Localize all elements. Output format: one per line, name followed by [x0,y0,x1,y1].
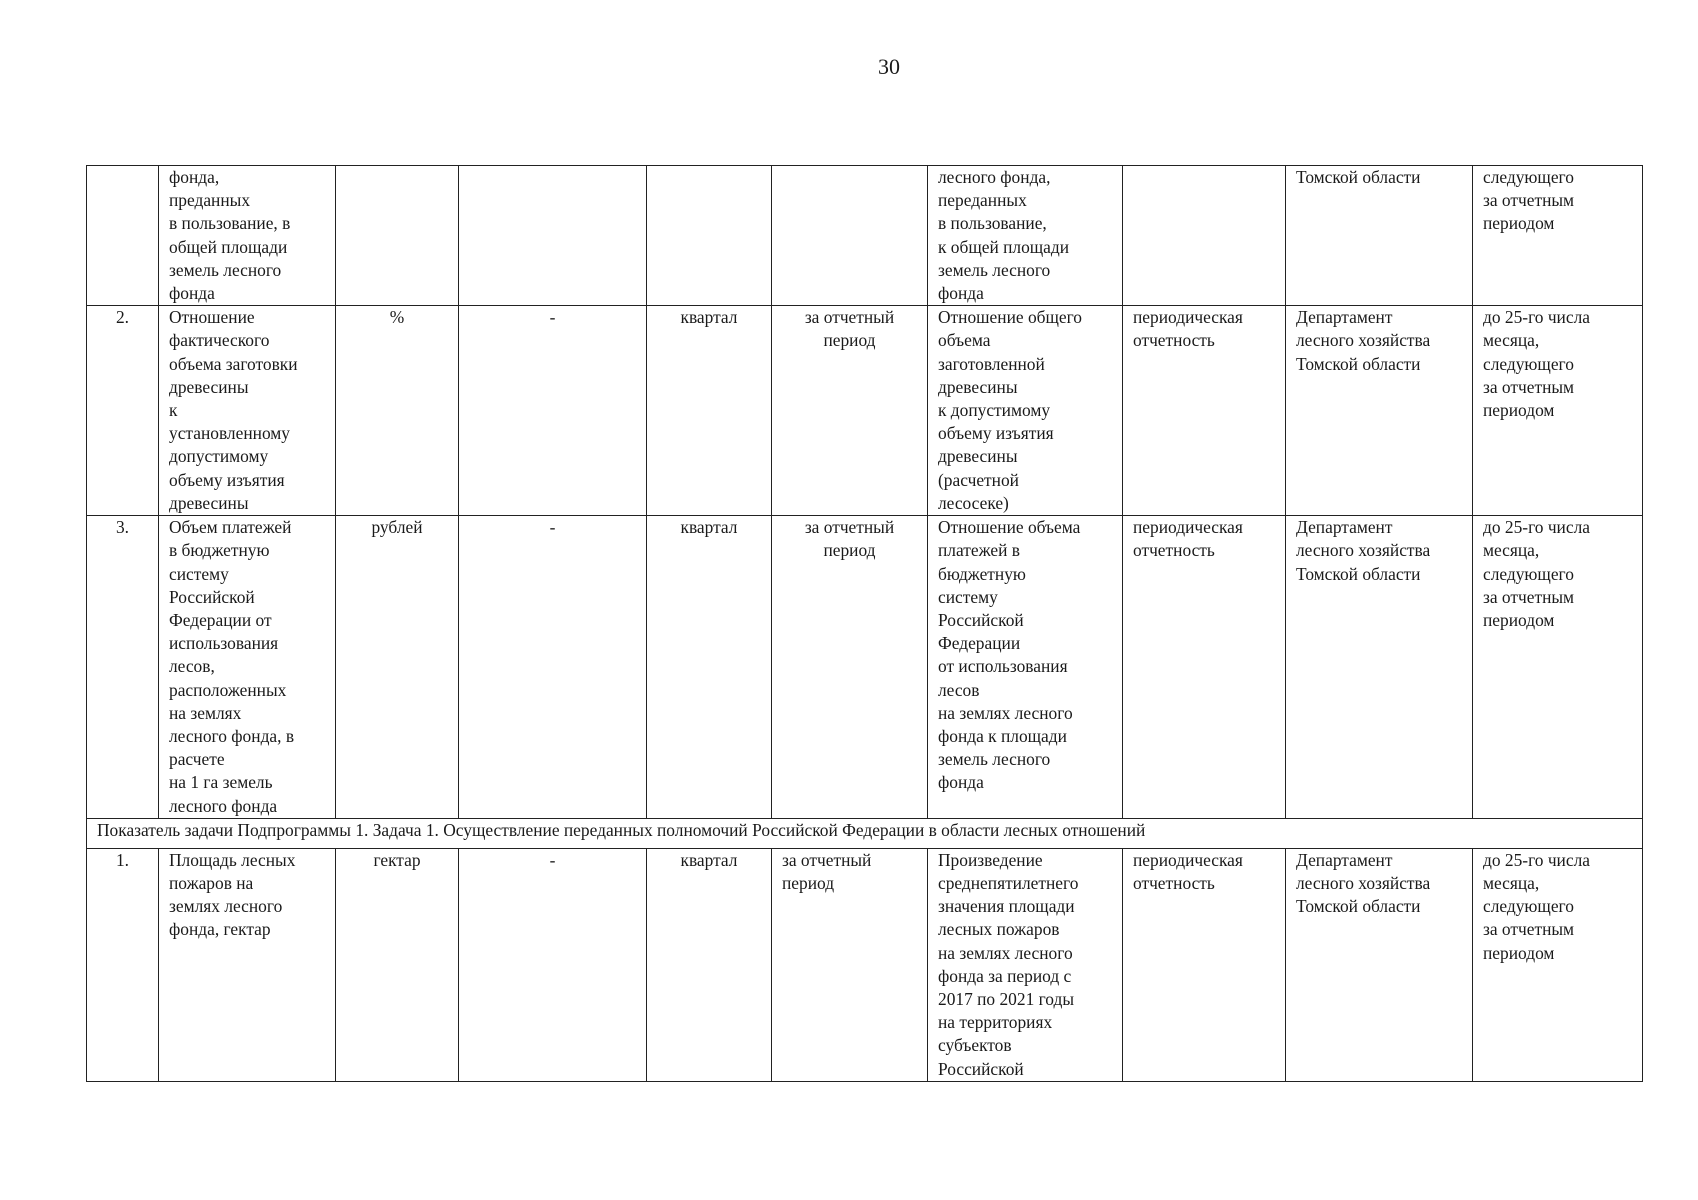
source-cell: периодическая отчетность [1123,516,1286,819]
table-row [87,306,1643,516]
unit-cell [336,166,459,306]
period-cell [772,166,928,306]
deadline-cell: до 25-го числа месяца, следующего за отчетным периодом [1473,306,1643,516]
indicator-name-cell: Отношение фактического объема заготовки древесины к установленному допустимому объему изъятия древесины [159,306,336,516]
frequency-cell: квартал [647,848,772,1081]
method-cell: Отношение объема платежей в бюджетную систему Российской Федерации от использования лесов на землях лесного фонда к площади земель лесного фонда [928,516,1123,819]
deadline-cell: до 25-го числа месяца, следующего за отчетным периодом [1473,516,1643,819]
row-number-cell [87,166,159,306]
section-heading-row [87,818,1643,848]
source-cell: периодическая отчетность [1123,306,1286,516]
source-cell: периодическая отчетность [1123,848,1286,1081]
period-cell: за отчетный период [772,306,928,516]
row-number-cell: 1. [87,848,159,1081]
indicator-name-cell: Объем платежей в бюджетную систему Российской Федерации от использования лесов, расположенных на землях лесного фонда, в расчете на 1 га земель лесного фонда [159,516,336,819]
responsible-cell: Департамент лесного хозяйства Томской области [1286,848,1473,1081]
unit-cell: гектар [336,848,459,1081]
table-row [87,516,1643,819]
dash-cell [459,166,647,306]
frequency-cell: квартал [647,516,772,819]
frequency-cell: квартал [647,306,772,516]
dash-cell: - [459,516,647,819]
indicators-table [86,165,1643,1082]
frequency-cell [647,166,772,306]
dash-cell: - [459,306,647,516]
deadline-cell: следующего за отчетным периодом [1473,166,1643,306]
responsible-cell: Департамент лесного хозяйства Томской области [1286,306,1473,516]
unit-cell: рублей [336,516,459,819]
indicator-name-cell: фонда, преданных в пользование, в общей площади земель лесного фонда [159,166,336,306]
responsible-cell: Томской области [1286,166,1473,306]
indicator-name-cell: Площадь лесных пожаров на землях лесного фонда, гектар [159,848,336,1081]
method-cell: лесного фонда, переданных в пользование, к общей площади земель лесного фонда [928,166,1123,306]
section-heading: Показатель задачи Подпрограммы 1. Задача 1. Осуществление переданных полномочий Российской Федерации в области лесных отношений [87,818,1643,848]
period-cell: за отчетный период [772,516,928,819]
source-cell [1123,166,1286,306]
row-number-cell: 3. [87,516,159,819]
dash-cell: - [459,848,647,1081]
table-row [87,848,1643,1081]
method-cell: Отношение общего объема заготовленной древесины к допустимому объему изъятия древесины (расчетной лесосеке) [928,306,1123,516]
unit-cell: % [336,306,459,516]
row-number-cell: 2. [87,306,159,516]
responsible-cell: Департамент лесного хозяйства Томской области [1286,516,1473,819]
method-cell: Произведение среднепятилетнего значения площади лесных пожаров на землях лесного фонда за период с 2017 по 2021 годы на территориях субъектов Российской [928,848,1123,1081]
table-row [87,166,1643,306]
deadline-cell: до 25-го числа месяца, следующего за отчетным периодом [1473,848,1643,1081]
page-number: 30 [878,54,900,79]
period-cell: за отчетный период [772,848,928,1081]
